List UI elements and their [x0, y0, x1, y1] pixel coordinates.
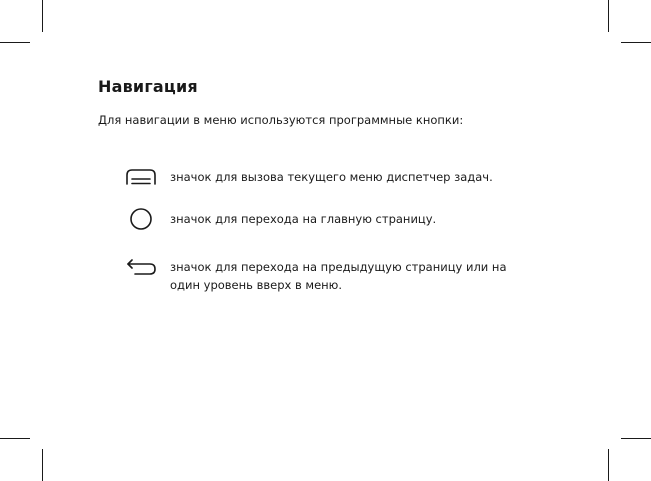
crop-mark-bottom-right-vertical	[608, 449, 609, 481]
menu-icon	[120, 166, 162, 188]
crop-mark-bottom-left-horizontal	[0, 438, 30, 439]
intro-text: Для навигации в меню используются программные кнопки:	[98, 113, 464, 127]
nav-item-home	[120, 208, 540, 230]
crop-mark-top-right-vertical	[608, 0, 609, 32]
crop-mark-top-right-horizontal	[621, 42, 651, 43]
crop-mark-top-left-horizontal	[0, 42, 30, 43]
crop-mark-bottom-right-horizontal	[621, 438, 651, 439]
crop-mark-top-left-vertical	[42, 0, 43, 32]
back-icon	[120, 256, 162, 278]
nav-item-menu	[120, 166, 540, 188]
nav-item-menu-text: значок для вызова текущего меню диспетчер задач.	[170, 170, 493, 184]
nav-item-home-text: значок для перехода на главную страницу.	[170, 212, 437, 226]
crop-mark-bottom-left-vertical	[42, 449, 43, 481]
page-title: Навигация	[98, 77, 198, 96]
nav-item-back-text: значок для перехода на предыдущую страницу или на один уровень вверх в меню.	[170, 260, 507, 292]
nav-item-back	[120, 256, 540, 294]
home-icon	[120, 208, 162, 230]
